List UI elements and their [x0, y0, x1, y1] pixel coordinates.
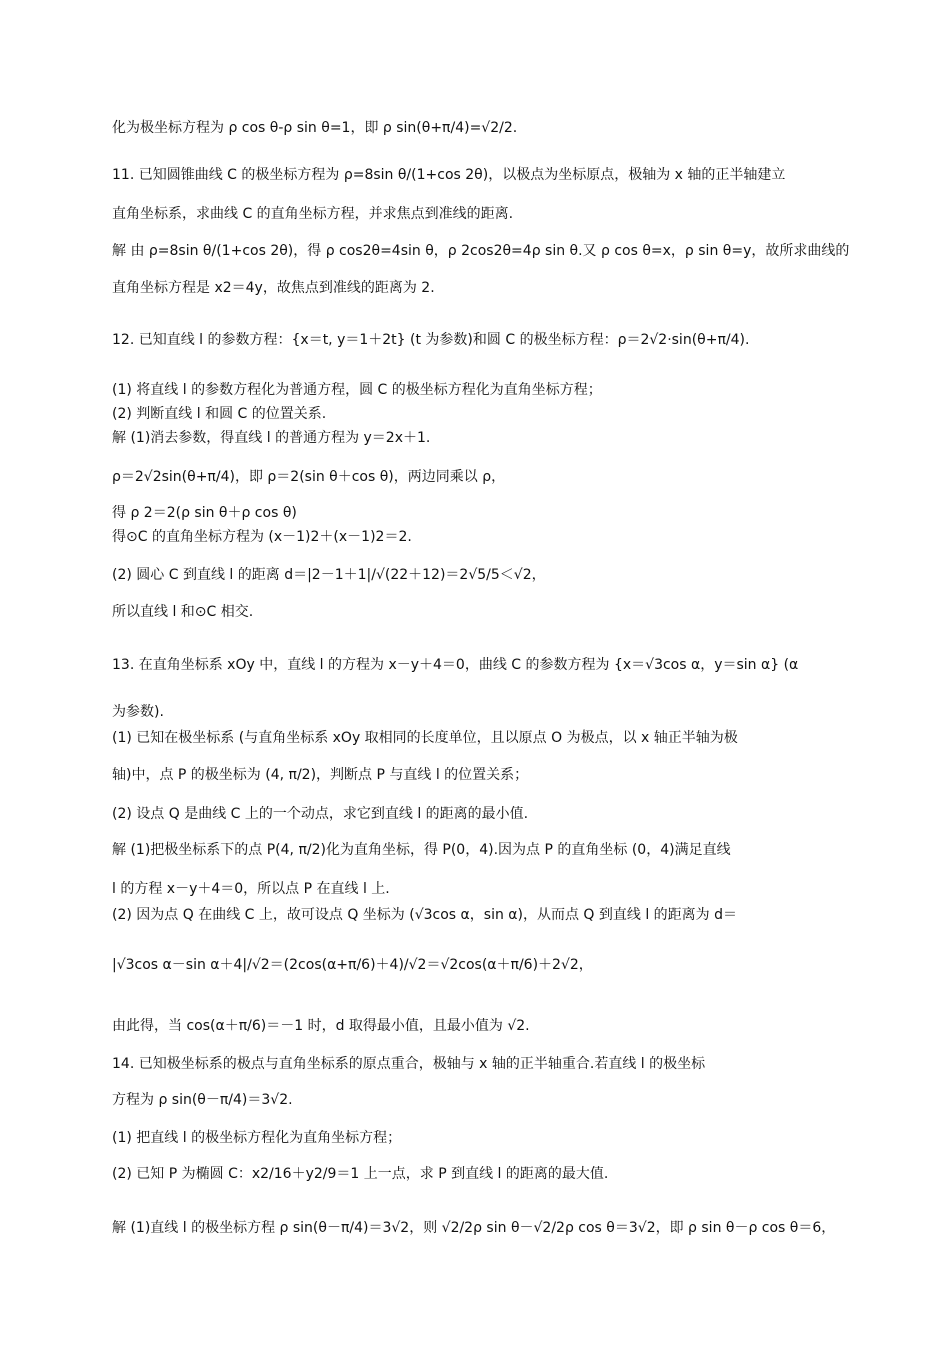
text-line: 12. 已知直线 l 的参数方程：{x＝t, y＝1＋2t} (t 为参数)和圆 C 的极坐标方程：ρ＝2√2·sin(θ+π/4).: [112, 332, 750, 348]
text-line: (1) 把直线 l 的极坐标方程化为直角坐标方程；: [112, 1130, 402, 1146]
text-line: |√3cos α－sin α＋4|/√2＝(2cos(α+π/6)＋4)/√2＝√2cos(α＋π/6)＋2√2，: [112, 957, 593, 973]
text-line: 化为极坐标方程为 ρ cos θ-ρ sin θ=1，即 ρ sin(θ+π/4)=√2/2.: [112, 120, 518, 136]
text-line: 由此得，当 cos(α＋π/6)＝－1 时，d 取得最小值，且最小值为 √2.: [112, 1018, 530, 1034]
text-line: 方程为 ρ sin(θ－π/4)＝3√2.: [112, 1092, 293, 1108]
text-line: 得 ρ 2＝2(ρ sin θ＋ρ cos θ): [112, 505, 297, 521]
text-line: 13. 在直角坐标系 xOy 中，直线 l 的方程为 x－y＋4＝0，曲线 C 的参数方程为 {x＝√3cos α，y＝sin α} (α: [112, 657, 799, 673]
text-line: (2) 因为点 Q 在曲线 C 上，故可设点 Q 坐标为 (√3cos α，sin α)，从而点 Q 到直线 l 的距离为 d＝: [112, 907, 738, 923]
text-line: 11. 已知圆锥曲线 C 的极坐标方程为 ρ=8sin θ/(1+cos 2θ)，以极点为坐标原点，极轴为 x 轴的正半轴建立: [112, 167, 786, 183]
text-line: 14. 已知极坐标系的极点与直角坐标系的原点重合，极轴与 x 轴的正半轴重合.若直线 l 的极坐标: [112, 1056, 706, 1072]
text-line: (2) 已知 P 为椭圆 C：x2/16＋y2/9＝1 上一点，求 P 到直线 l 的距离的最大值.: [112, 1166, 609, 1182]
text-line: l 的方程 x－y＋4＝0，所以点 P 在直线 l 上.: [112, 881, 390, 897]
text-line: 直角坐标系，求曲线 C 的直角坐标方程，并求焦点到准线的距离.: [112, 206, 514, 222]
text-line: (1) 将直线 l 的参数方程化为普通方程，圆 C 的极坐标方程化为直角坐标方程；: [112, 382, 602, 398]
text-line: 得⊙C 的直角坐标方程为 (x－1)2＋(x－1)2＝2.: [112, 529, 412, 545]
text-line: (2) 设点 Q 是曲线 C 上的一个动点，求它到直线 l 的距离的最小值.: [112, 806, 529, 822]
text-line: 所以直线 l 和⊙C 相交.: [112, 604, 254, 620]
text-line: (2) 圆心 C 到直线 l 的距离 d＝|2－1＋1|/√(22＋12)＝2√5/5＜√2，: [112, 567, 546, 583]
text-line: 直角坐标方程是 x2＝4y，故焦点到准线的距离为 2.: [112, 280, 435, 296]
text-line: (1) 已知在极坐标系 (与直角坐标系 xOy 取相同的长度单位，且以原点 O 为极点，以 x 轴正半轴为极: [112, 730, 738, 746]
text-line: 轴)中，点 P 的极坐标为 (4, π/2)，判断点 P 与直线 l 的位置关系；: [112, 767, 529, 783]
text-line: 为参数).: [112, 704, 164, 720]
text-line: 解 由 ρ=8sin θ/(1+cos 2θ)，得 ρ cos2θ=4sin θ，ρ 2cos2θ=4ρ sin θ.又 ρ cos θ=x，ρ sin θ=y，故所求曲线的: [112, 243, 850, 259]
text-line: ρ＝2√2sin(θ+π/4)，即 ρ＝2(sin θ＋cos θ)，两边同乘以 ρ，: [112, 469, 506, 485]
text-line: 解 (1)直线 l 的极坐标方程 ρ sin(θ－π/4)＝3√2，则 √2/2ρ sin θ－√2/2ρ cos θ＝3√2，即 ρ sin θ－ρ cos θ＝6，: [112, 1220, 836, 1236]
text-line: (2) 判断直线 l 和圆 C 的位置关系.: [112, 406, 327, 422]
text-line: 解 (1)把极坐标系下的点 P(4, π/2)化为直角坐标，得 P(0，4).因为点 P 的直角坐标 (0，4)满足直线: [112, 842, 731, 858]
text-line: 解 (1)消去参数，得直线 l 的普通方程为 y＝2x＋1.: [112, 430, 431, 446]
